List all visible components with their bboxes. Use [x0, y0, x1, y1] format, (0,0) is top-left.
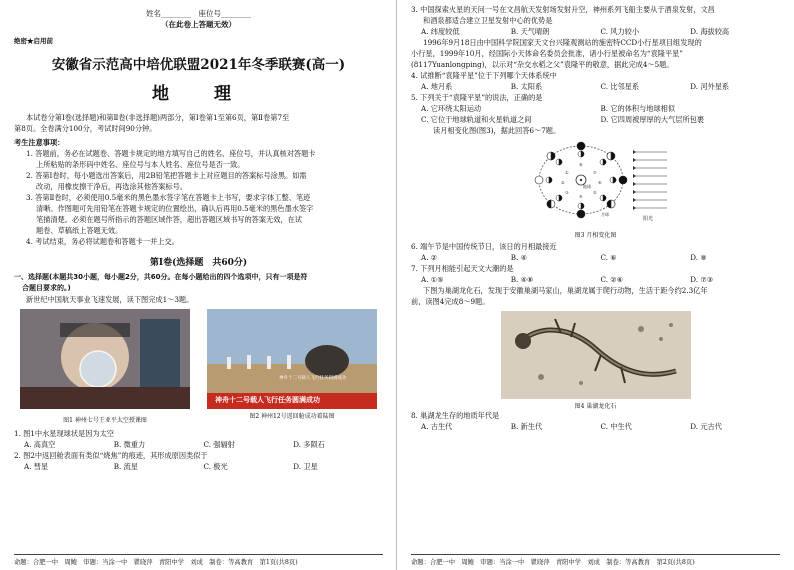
question-2-options	[14, 461, 383, 472]
notice-line: 清晰。作图题可先用铅笔在答题卡规定的位置绘出，确认后再用0.5毫米的黑色墨水签字	[36, 204, 314, 213]
page-footer: 命题：合肥一中 周鲍 审题：当涂一中 瞿晓萍 青阳中学 刘成 制卷：等高教育 第2页(共8页)	[411, 554, 780, 566]
option-d: D. 元古代	[690, 422, 722, 431]
question-4: 4. 试推断“袁隆平星”位于下列哪个天体系统中	[411, 71, 557, 80]
notice-line: 笔描清楚。必须在题号所指示的答题区域作答，超出答题区域书写的答案无效，在试	[36, 215, 302, 224]
question-3: 3. 中国探索火星的天问一号在文昌航天发射场发射升空，神州系列飞船主要从于酒泉发射，文昌	[411, 5, 715, 14]
svg-text:⑦: ⑦	[592, 170, 597, 175]
notice-line: 上所粘贴的条形码中姓名、座位号与本人姓名、座位号是否一致。	[36, 160, 245, 169]
figure-4	[411, 311, 780, 410]
question-5: 5. 下列关于“袁隆平星”的说法，正确的是	[411, 93, 543, 102]
context-text: (8117Yuanlongping)，以示对“杂交水稻之父”袁隆平的敬意，据此完成4～5题。	[411, 60, 674, 69]
question-intro: 合题目要求的。)	[22, 284, 71, 292]
question-3-cont: 和酒泉都适合建立卫星发射中心的优势是	[423, 16, 553, 25]
question-6-options	[411, 252, 780, 263]
option-a: A. 纬度较低	[421, 27, 460, 36]
moon-label: 月球	[600, 212, 609, 217]
notice-line: 3. 答第Ⅱ卷时，必须使用0.5毫米的黑色墨水签字笔在答题卡上书写，要求字体工整、笔迹	[26, 193, 311, 202]
option-d: D. 它四周被厚厚的大气层所包裹	[600, 115, 705, 124]
question-5-options-row1	[411, 103, 780, 114]
figure-2	[207, 309, 377, 424]
question-7-options	[411, 274, 780, 285]
option-a: A. 古生代	[421, 422, 453, 431]
option-c: C. ⑥	[600, 253, 617, 262]
option-d: D. 海拔较高	[690, 27, 730, 36]
fossil-photo	[501, 311, 691, 399]
intro-line: 本试卷分第Ⅰ卷(选择题)和第Ⅱ卷(非选择题)两部分，第Ⅰ卷第1至第6页，第Ⅱ卷第7至	[26, 113, 290, 122]
option-a: A. 它环绕太阳运动	[421, 104, 482, 113]
context-text: 1996年9月18日由中国科学院国家天文台兴隆观测站的施密特CCD小行星项目组发现的	[423, 38, 702, 47]
option-c: C. 比邻星系	[600, 82, 640, 91]
question-intro: 一、选择题(本题共30小题，每小题2分，共60分。在每小题给出的四个选项中，只有一项是符	[14, 273, 308, 281]
figure-2-overlay-banner: 神舟十二号载人飞行任务圆满成功	[215, 396, 320, 404]
notice-line: 1. 答题前，务必在试题卷、答题卡规定的地方填写自己的姓名、座位号，并认真核对答题卡	[26, 149, 316, 158]
photo-row	[20, 309, 377, 424]
option-c: C. 极光	[203, 462, 228, 471]
svg-text:⑥: ⑥	[597, 180, 602, 185]
subject-title: 地 理	[152, 84, 245, 104]
figure-2-overlay-small: 神舟十二号载人飞行任务圆满成功	[279, 376, 347, 381]
option-d: D. 多陨石	[293, 440, 325, 449]
figure-1	[20, 309, 190, 424]
question-7: 7. 下列月相能引起天文大潮的是	[411, 264, 514, 273]
option-b: B. 微重力	[113, 440, 146, 449]
option-b: B. ④⑧	[510, 275, 534, 284]
figure-1-caption: 图1 神州七号王亚平太空授课图	[63, 417, 147, 424]
option-b: B. 它的体积与地球相似	[600, 104, 676, 113]
option-c: C. 强辐射	[203, 440, 235, 449]
context-text: 下图为巢湖龙化石，发现于安徽巢湖马家山，巢湖龙属于爬行动物，生活于距今约2.3亿年	[423, 286, 708, 295]
svg-text:③: ③	[564, 190, 569, 195]
figure-1-photo	[20, 309, 190, 409]
option-b: B. 新生代	[510, 422, 543, 431]
option-d: D. 河外星系	[690, 82, 730, 91]
question-5-options-row2	[411, 114, 780, 125]
question-6: 6. 端午节是中国传统节日，该日的月相最接近	[411, 242, 557, 251]
figure-3-caption: 图3 月相变化图	[574, 232, 617, 239]
question-4-options	[411, 81, 780, 92]
question-3-options	[411, 26, 780, 37]
context-text: 前，读图4完成8～9题。	[411, 297, 490, 306]
name-seat-line: 姓名________ 座位号________	[146, 9, 251, 18]
secret-mark: 绝密★启用前	[14, 37, 53, 45]
notice-title: 考生注意事项：	[14, 138, 65, 147]
option-a: A. ②	[421, 253, 438, 262]
question-8-options	[411, 421, 780, 432]
figure-2-caption: 图2 神州12号返回舱成功着陆图	[249, 413, 335, 420]
option-a: A. 高真空	[24, 440, 56, 449]
notice-line: 4. 考试结束，务必将试题卷和答题卡一并上交。	[26, 237, 179, 246]
option-c: C. ②⑥	[600, 275, 624, 284]
option-d: D. ⑧	[690, 253, 707, 262]
exam-page-2	[397, 0, 794, 570]
option-d: D. ⑦③	[690, 275, 714, 284]
moon-phase-diagram	[521, 138, 671, 224]
exam-title: 安徽省示范高中培优联盟2021年冬季联赛(高一)	[51, 57, 346, 73]
option-a: A. 地月系	[421, 82, 453, 91]
section-title: 第Ⅰ卷(选择题 共60分)	[149, 258, 248, 268]
option-b: B. 流星	[113, 462, 138, 471]
notice-line: 2. 答第Ⅰ卷时，每小题选出答案后，用2B铅笔把答题卡上对应题目的答案标号涂黑。如需	[26, 171, 307, 180]
figure-2-photo	[207, 309, 377, 409]
notice-line: 题卷、草稿纸上答题无效。	[36, 226, 123, 235]
svg-text:⑤: ⑤	[592, 190, 597, 195]
svg-text:②: ②	[560, 180, 565, 185]
earth-label: 地球	[582, 184, 591, 189]
question-8: 8. 巢湖龙生存的地质年代是	[411, 411, 500, 420]
sunlight-label: 阳光	[642, 216, 653, 222]
no-answer-note: （在此卷上答题无效）	[161, 20, 236, 29]
svg-text:①: ①	[564, 170, 569, 175]
intro-line: 第8页。全卷满分100分，考试时间90分钟。	[14, 124, 157, 133]
context-text: 新世纪中国航天事业飞速发展，读下图完成1～3题。	[26, 295, 194, 304]
option-b: B. 太阳系	[510, 82, 543, 91]
option-a: A. ①⑤	[421, 275, 444, 284]
option-b: B. ④	[510, 253, 528, 262]
option-a: A. 彗星	[24, 462, 49, 471]
svg-text:⑧: ⑧	[578, 162, 583, 167]
page-footer: 命题：合肥一中 周鲍 审题：当涂一中 瞿晓萍 青阳中学 刘成 制卷：等高教育 第1页(共8页)	[14, 554, 383, 566]
question-1-options	[14, 439, 383, 450]
option-c: C. 风力较小	[600, 27, 640, 36]
option-c: C. 它位于地球轨道和火星轨道之间	[421, 115, 532, 124]
figure-4-caption: 图4 巢湖龙化石	[574, 403, 617, 410]
notice-line: 改动，用橡皮擦干净后，再选涂其他答案标号。	[36, 182, 187, 191]
option-b: B. 天气晴朗	[510, 27, 550, 36]
context-text: 小行星，1999年10月，经国际小天体命名委员会批准，诸小行星被命名为“袁隆平星”	[411, 49, 683, 58]
option-d: D. 卫星	[293, 462, 318, 471]
svg-text:④: ④	[578, 194, 583, 199]
figure-3	[521, 138, 671, 239]
context-text: 读月相变化图(图3)，据此回答6～7题。	[433, 126, 561, 135]
option-c: C. 中生代	[600, 422, 632, 431]
question-2: 2. 图2中返回舱表面有类似“烧焦”的痕迹，其形成原因类似于	[14, 451, 208, 460]
question-1: 1. 图1中水星现球状是因为太空	[14, 429, 114, 438]
